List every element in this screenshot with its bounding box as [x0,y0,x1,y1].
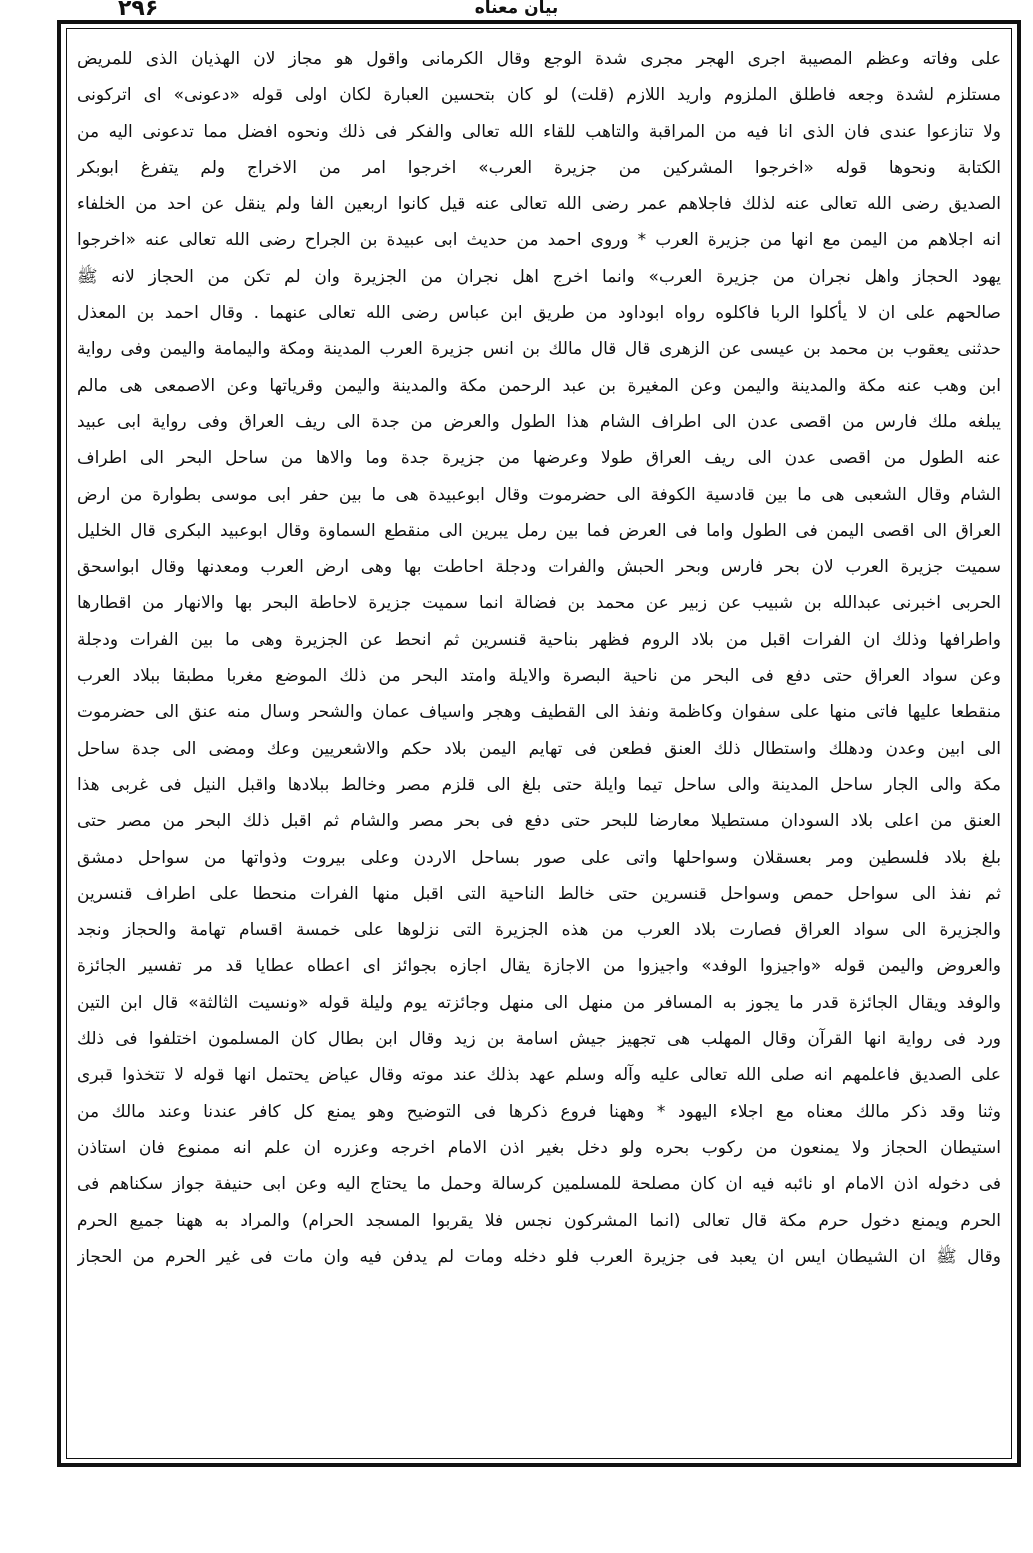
text-line: على الصديق فاعلمهم انه صلى الله تعالى عليه وآله وسلم عهد بذلك عند موته وقال عياض يحتمل انها قوله لا تتخذوا قبرى [77,1065,1001,1086]
text-line: صالحهم على ان لا يأكلوا الربا فاكلوه رواه ابوداود من طريق ابن عباس رضى الله تعالى عنهما . وقال احمد بن المعذل [77,303,1001,324]
page-number: ۲۹۶ [118,0,159,21]
running-head [0,0,1033,22]
body-text [77,41,1001,1448]
text-line: وثنا وقد ذكر مالك معناه مع اجلاء اليهود * وههنا فروع ذكرها فى التوضيح وهو يمنع كل كافر عندنا وعند مالك من [77,1101,1001,1122]
text-line: سميت جزيرة العرب لان بحر فارس وبحر الحبش والفرات ودجلة احاطت بها وهى ارض العرب ومعدنها وقال ابواسحق [77,557,1001,578]
text-line: الحربى اخبرنى عبدالله بن شبيب عن زبير عن محمد بن فضالة انما سميت جزيرة لاحاطة البحر بها والانهار من اقطارها [77,593,1001,614]
text-line: مستلزم لشدة وجعه فاطلق الملزوم واريد اللازم (قلت) لو كان بتحسين العبارة لكان اولى قوله «دعونى» اى اتركونى [77,85,1001,106]
text-line: والعروض واليمن قوله «واجيزوا الوفد» واجيزوا من الاجازة يقال اجازه بجوائز اى اعطاه عطايا قد مر تفسير الجائزة [77,956,1001,977]
text-line: استيطان الحجاز ولا يمنعون من ركوب بحره ولو دخل بغير اذن الامام اخرجه وعزره ان علم انه ممنوع فان استاذن [77,1137,1001,1158]
text-line: وقال ﷺ ان الشيطان ايس ان يعبد فى جزيرة العرب فلو دخله ومات لم يدفن فيه وان مات فى غير الحرم من الحجاز [77,1246,1001,1267]
text-line: الى ابين وعدن ودهلك واستطال ذلك العنق فطعن فى تهايم اليمن بلاد حكم والاشعريين وعك ومضى الى جدة ساحل [77,738,1001,759]
text-line: العراق الى اقصى اليمن فى الطول واما فى العرض فما بين رمل يبرين الى منقطع السماوة وقال ابوعبيد البكرى قال الخليل [77,520,1001,541]
text-line: والجزيرة الى سواد العراق فصارت بلاد العرب من هذه الجزيرة التى نزلوها على خمسة اقسام تهامة والحجاز ونجد [77,920,1001,941]
text-line: العنق من اعلى بلاد السودان مستطيلا معارضا للبحر حتى دفع فى بحر مصر والشام ثم اقبل ذلك البحر من مصر حتى [77,811,1001,832]
text-line: بلغ بلاد فلسطين ومر بعسقلان وسواحلها واتى على صور بساحل الاردن وعلى بيروت وذواتها من سواحل دمشق [77,847,1001,868]
text-line: ثم نفذ الى سواحل حمص وسواحل قنسرين حتى خالط الناحية التى اقبل منها الفرات منحطا على اطراف قنسرين [77,883,1001,904]
text-line: ابن وهب عنه مكة والمدينة واليمن وعن المغيرة بن عبد الرحمن مكة والمدينة واليمن وقرياتها وعن الاصمعى هى مالم [77,375,1001,396]
text-line: الشام وقال الشعبى هى ما بين قادسية الكوفة الى حضرموت وقال ابوعبيدة هى ما بين حفر ابى موسى بطوارة من ارض [77,484,1001,505]
text-line: فى دخوله اذن الامام او نائبه فيه ان كان مصلحة للمسلمين كرسالة وحمل ما يحتاج اليه وعن ابى حنيفة جواز سكناهم فى [77,1174,1001,1195]
text-line: عنه الطول من اقصى عدن الى ريف العراق طولا وعرضها من جزيرة جدة وما والاها من ساحل البحر الى اطراف [77,448,1001,469]
text-line: الكتابة ونحوها قوله «اخرجوا المشركين من جزيرة العرب» اخرجوا امر من الاخراج ولم يتفرغ ابوبكر [77,157,1001,178]
text-line: على وفاته وعظم المصيبة اجرى الهجر مجرى شدة الوجع وقال الكرمانى واقول هو مجاز لان الهذيان الذى للمريض [77,49,1001,69]
inner-border [66,28,1012,1459]
text-line: ولا تنازعوا عندى فان الذى انا فيه من المراقبة والتاهب للقاء الله تعالى والفكر فى ذلك ونحوه افضل مما تدعونى اليه من [77,121,1001,142]
text-line: واطرافها وذلك ان الفرات اقبل من بلاد الروم فظهر بناحية قنسرين ثم انحط عن الجزيرة وهى ما بين الفرات ودجلة [77,629,1001,650]
text-line: يبلغه ملك فارس من اقصى عدن الى اطراف الشام هذا الطول والعرض من جدة الى ريف العراق وفى رواية ابى عبيد [77,411,1001,432]
running-title: بيان معناه [474,0,559,18]
text-line: والوفد ويقال الجائزة قدر ما يجوز به المسافر من منهل الى منهل وجائزته يوم وليلة قوله «ونسيت الثالثة» قال ابن التين [77,992,1001,1013]
text-line: ورد فى رواية انها القرآن وقال المهلب هى تجهيز جيش اسامة بن زيد وقال ابن بطال كان المسلمون اختلفوا فى ذلك [77,1029,1001,1050]
text-line: حدثنى يعقوب بن محمد بن عيسى عن الزهرى قال قال مالك بن انس جزيرة العرب المدينة ومكة واليمامة واليمن وفى رواية [77,339,1001,360]
text-line: الحرم ويمنع دخول حرم مكة قال تعالى (انما المشركون نجس فلا يقربوا المسجد الحرام) والمراد به ههنا جميع الحرم [77,1210,1001,1231]
text-line: الصديق رضى الله تعالى عنه لذلك فاجلاهم عمر رضى الله تعالى عنه قيل كانوا اربعين الفا ولم ينقل عن احد من الخلفاء [77,194,1001,215]
page-border [57,20,1021,1467]
text-line: وعن سواد العراق حتى دفع فى البحر من ناحية البصرة والايلة وامتد البحر من ذلك الموضع مغربا مطبقا ببلاد العرب [77,666,1001,687]
text-line: يهود الحجاز واهل نجران من جزيرة العرب» وانما اخرج اهل نجران من الجزيرة وان لم تكن من الحجاز لانه ﷺ [77,266,1001,287]
text-line: مكة والى الجار ساحل المدينة والى ساحل تيما وايلة حتى بلغ الى قلزم مصر وخالط ببلادها واقبل النيل فى غربى هذا [77,774,1001,795]
text-line: منقطعا عليها فاتى منها على سفوان وكاظمة ونفذ الى القطيف وهجر واسياف عمان والشحر وسال منه عنق الى حضرموت [77,702,1001,723]
text-line: انه اجلاهم من اليمن مع انها من جزيرة العرب * وروى احمد من حديث ابى عبيدة بن الجراح رضى الله تعالى عنه «اخرجوا [77,230,1001,251]
